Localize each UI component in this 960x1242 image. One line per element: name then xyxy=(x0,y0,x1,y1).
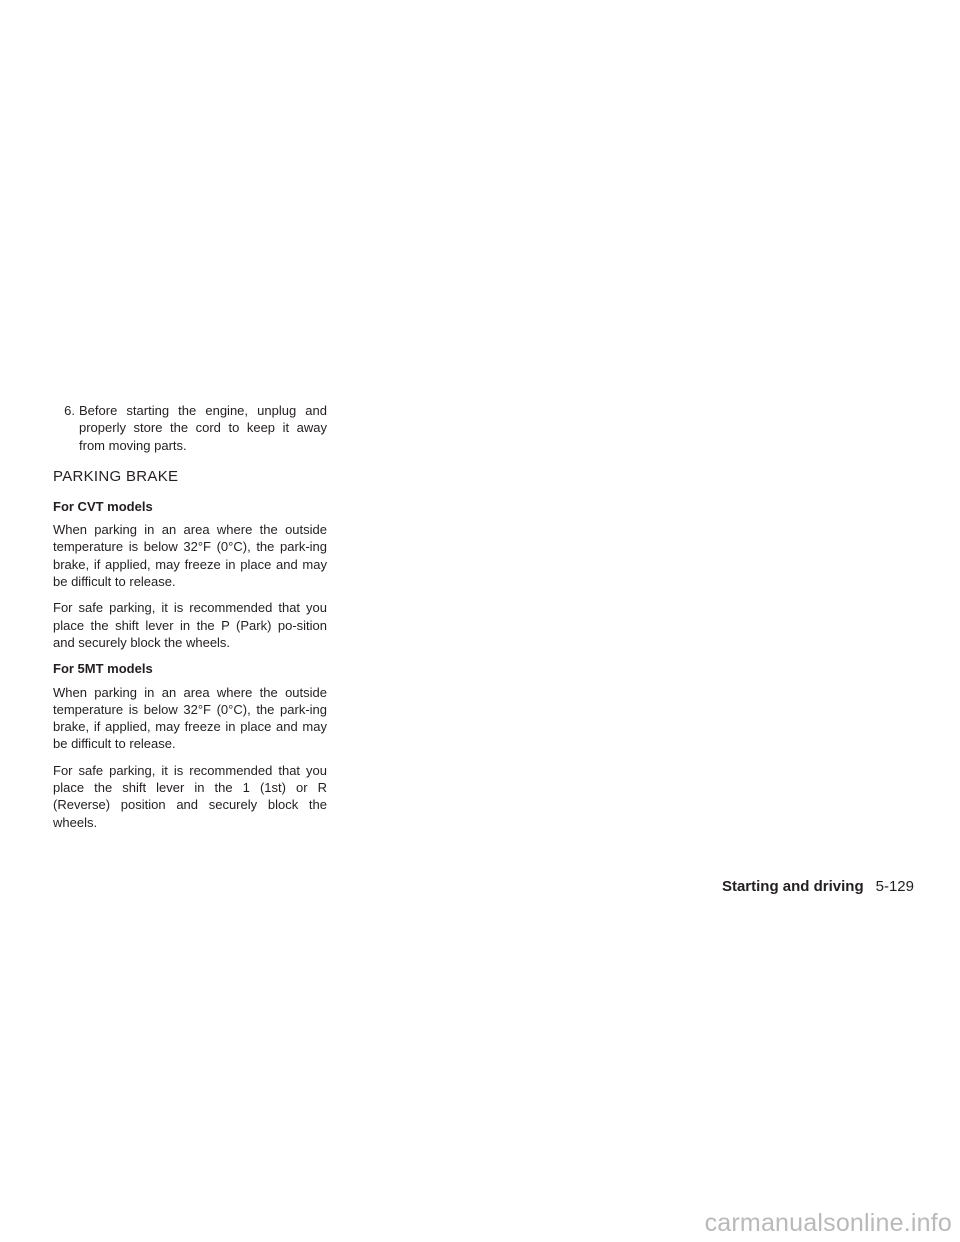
chapter-title: Starting and driving xyxy=(721,878,864,895)
text-column xyxy=(53,402,327,840)
step-text: Before starting the engine, unplug and properly store the cord to keep it away from moving parts. xyxy=(79,403,327,453)
mt-paragraph-1: When parking in an area where the outside temperature is below 32°F (0°C), the park-ing brake, if applied, may freeze in place and may be difficult to release. xyxy=(53,684,327,752)
section-title: PARKING BRAKE xyxy=(53,467,179,485)
cvt-paragraph-2: For safe parking, it is recommended that you place the shift lever in the P (Park) po-sition and securely block the wheels. xyxy=(53,600,327,650)
mt-heading: For 5MT models xyxy=(53,661,153,677)
numbered-step xyxy=(53,402,327,454)
step-number: 6. xyxy=(64,403,75,418)
mt-paragraph-2: For safe parking, it is recommended that you place the shift lever in the 1 (1st) or R (Reverse) position and securely block the wheels. xyxy=(53,762,327,830)
page-number: 5-129 xyxy=(875,878,914,895)
page-footer xyxy=(722,877,914,897)
cvt-paragraph-1: When parking in an area where the outside temperature is below 32°F (0°C), the park-ing brake, if applied, may freeze in place and may be difficult to release. xyxy=(53,522,327,590)
watermark: carmanualsonline.info xyxy=(704,1209,952,1237)
cvt-heading: For CVT models xyxy=(53,498,153,514)
